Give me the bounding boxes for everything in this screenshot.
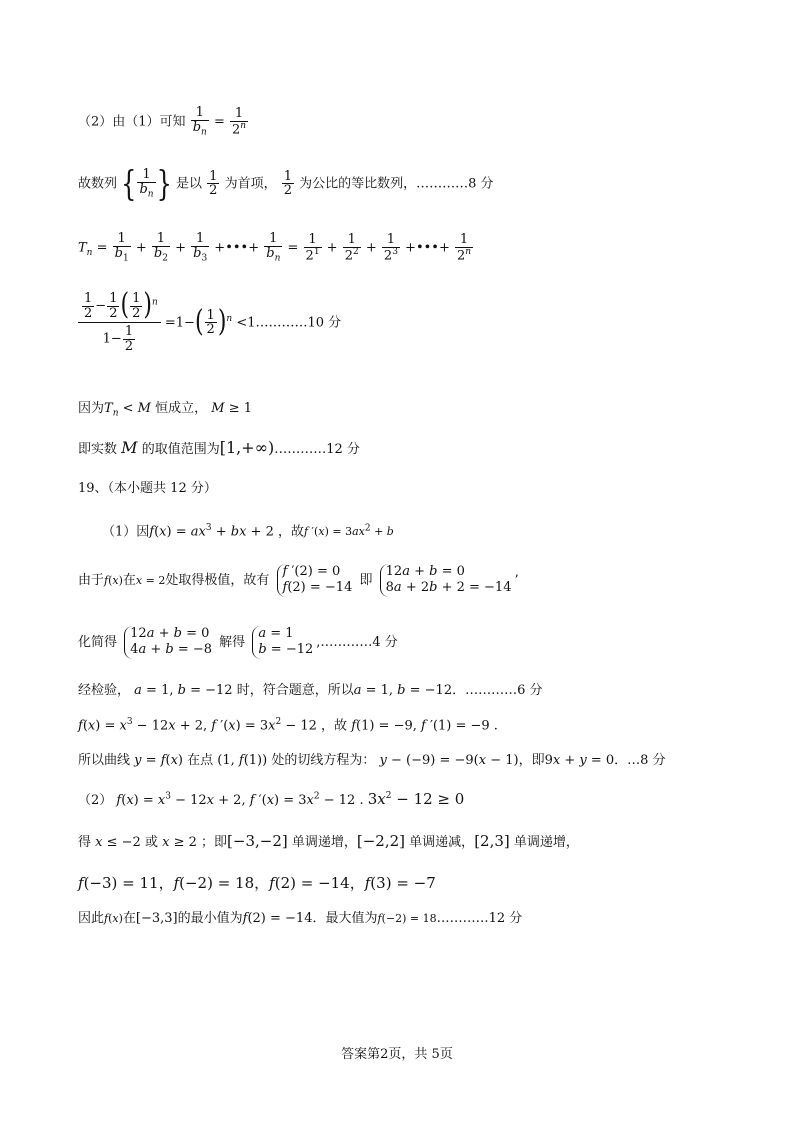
line-19-1-given: （1）因$f(x) = ax^3$ + bx + 2 ，故f $'(x) = 3ax^2 + b$ — [102, 523, 394, 540]
fraction-1-over-2n: $\frac{1}{2^n}$ — [231, 106, 247, 137]
line-simplify-solve: 化简得 12a + b = 0 4a + b = −8 解得 a = 1 b = −12 ,…………4 分 — [78, 626, 398, 658]
question-19-header: 19、（本小题共 12 分） — [78, 481, 217, 496]
line-extremum-condition: 由于f(x)在x = 2处取得极值，故有 f ′(2) = 0 f(2) = −14 即 12a + b = 0 8a + 2b + 2 = −14 ’ — [78, 564, 519, 596]
line-range-of-m: 即实数 M 的取值范围为[1,+∞)…………12 分 — [78, 438, 360, 457]
line-part2-intro: （2）由（1）可知 $\frac{1}{b_n}$ = $\frac{1}{2^n}$ — [78, 105, 247, 138]
line-endpoint-values: f(−3) = 11，f(−2) = 18，f(2) = −14，f(3) = −7 — [78, 874, 436, 892]
page-footer: 答案第2页，共 5页 — [341, 1047, 453, 1062]
line-tangent-equation: 所以曲线 y = f(x) 在点 (1, f(1)) 处的切线方程为： y − (−9) = −9(x − 1)，即9x + y = 0．…8 分 — [78, 753, 666, 768]
line-min-max: 因此f(x)在[−3,3]的最小值为f(2) = −14．最大值为f(−2) = 18…………12 分 — [78, 911, 523, 926]
line-geometric-sequence: 故数列 { $\frac{1}{b_n}$ } 是以 $\frac{1}{2}$ 为首项， $\frac{1}{2}$ 为公比的等比数列，…………8 分 — [78, 163, 494, 205]
line-function-values: $f(x) = x^3 - 12x + 2$, f $'(x) = 3x^2 - 12$ ，故 f(1) = −9, f ′(1) = −9 . — [78, 717, 498, 734]
line-because-tn: 因为$T_n < M$ 恒成立， M ≥ 1 — [78, 401, 253, 419]
line-tn-sum: $T_n$ = $\frac{1}{b_1}$ + $\frac{1}{b_2}$ + $\frac{1}{b_3}$ +•••+ $\frac{1}{b_n}$ = $\frac{1}{2^1}$ + $\frac{1}{2^2}$ + $\frac{1}{2^3}$ +•••+ $\frac{1}{2^n}$ — [78, 231, 472, 264]
line-monotonic-intervals: 得 x ≤ −2 或 x ≥ 2 ；即[−3,−2] 单调递增，[−2,2] 单调递减，[2,3] 单调递增， — [78, 832, 579, 850]
fraction-1-over-bn: $\frac{1}{b_n}$ — [192, 105, 207, 138]
line-sum-formula: $\frac{1}{2}$ − $\frac{1}{2}$ ( $\frac{1}{2}$ )$^n$ 1− $\frac{1}{2}$ =1−( $\frac{1}{2}$ )$^n$ <1…………10 分 — [78, 292, 341, 354]
line-part2-derivative: （2） $f(x) = x^3 - 12x + 2$, f $'(x) = 3x^2 - 12$ . $3x^2 - 12 \ge 0$ — [78, 790, 465, 808]
line-verification: 经检验， a = 1, b = −12 时，符合题意，所以a = 1, b = −12．…………6 分 — [78, 683, 543, 698]
